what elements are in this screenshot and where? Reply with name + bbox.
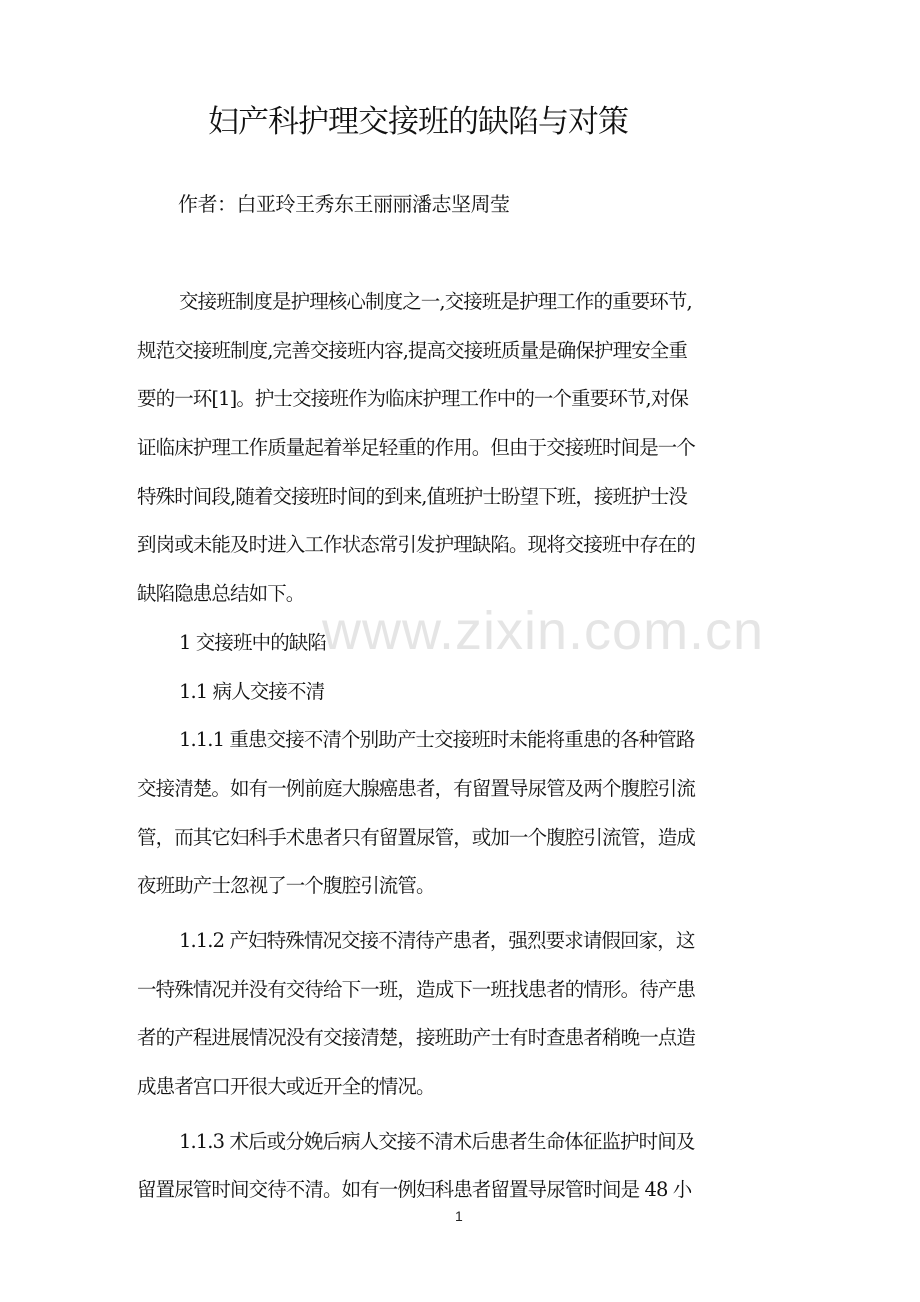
paragraph-line: 1.1.1 重患交接不清个别助产士交接班时未能将重患的各种管路 bbox=[179, 728, 695, 752]
section-heading: 1 交接班中的缺陷 bbox=[179, 630, 327, 654]
author-line: 作者：白亚玲王秀东王丽丽潘志坚周莹 bbox=[178, 192, 510, 216]
paragraph-line: 交接班制度是护理核心制度之一,交接班是护理工作的重要环节, bbox=[179, 290, 692, 313]
subsection-heading: 1.1 病人交接不清 bbox=[179, 679, 325, 703]
paragraph-line: 1.1.2 产妇特殊情况交接不清待产患者，强烈要求请假回家，这 bbox=[179, 928, 695, 952]
paragraph-line: 1.1.3 术后或分娩后病人交接不清术后患者生命体征监护时间及 bbox=[179, 1129, 695, 1153]
paragraph-line: 特殊时间段,随着交接班时间的到来,值班护士盼望下班，接班护士没 bbox=[137, 484, 687, 508]
paragraph-line: 缺陷隐患总结如下。 bbox=[137, 582, 305, 606]
paragraph-line: 夜班助产士忽视了一个腹腔引流管。 bbox=[137, 874, 435, 898]
paragraph-line: 成患者宫口开很大或近开全的情况。 bbox=[137, 1075, 435, 1098]
paragraph-line: 管，而其它妇科手术患者只有留置尿管，或加一个腹腔引流管，造成 bbox=[137, 825, 696, 849]
document-body bbox=[137, 283, 727, 1220]
watermark-text: www.zixin.com.cn bbox=[322, 601, 765, 661]
paragraph-line: 留置尿管时间交待不清。如有一例妇科患者留置导尿管时间是 48 小 bbox=[137, 1178, 692, 1202]
paragraph-line: 要的一环[1]。护士交接班作为临床护理工作中的一个重要环节,对保 bbox=[137, 387, 689, 411]
paragraph-line: 证临床护理工作质量起着举足轻重的作用。但由于交接班时间是一个 bbox=[137, 436, 696, 460]
paragraph-line: 一特殊情况并没有交待给下一班，造成下一班找患者的情形。待产患 bbox=[137, 977, 696, 1001]
document-title: 妇产科护理交接班的缺陷与对策 bbox=[208, 104, 628, 140]
paragraph-line: 交接清楚。如有一例前庭大腺癌患者，有留置导尿管及两个腹腔引流 bbox=[137, 776, 696, 800]
paragraph-line: 到岗或未能及时进入工作状态常引发护理缺陷。现将交接班中存在的 bbox=[137, 533, 696, 557]
paragraph-line: 者的产程进展情况没有交接清楚，接班助产士有时查患者稍晚一点造 bbox=[137, 1026, 696, 1050]
page-number: 1 bbox=[455, 1208, 463, 1224]
paragraph-line: 规范交接班制度,完善交接班内容,提高交接班质量是确保护理安全重 bbox=[137, 338, 687, 362]
